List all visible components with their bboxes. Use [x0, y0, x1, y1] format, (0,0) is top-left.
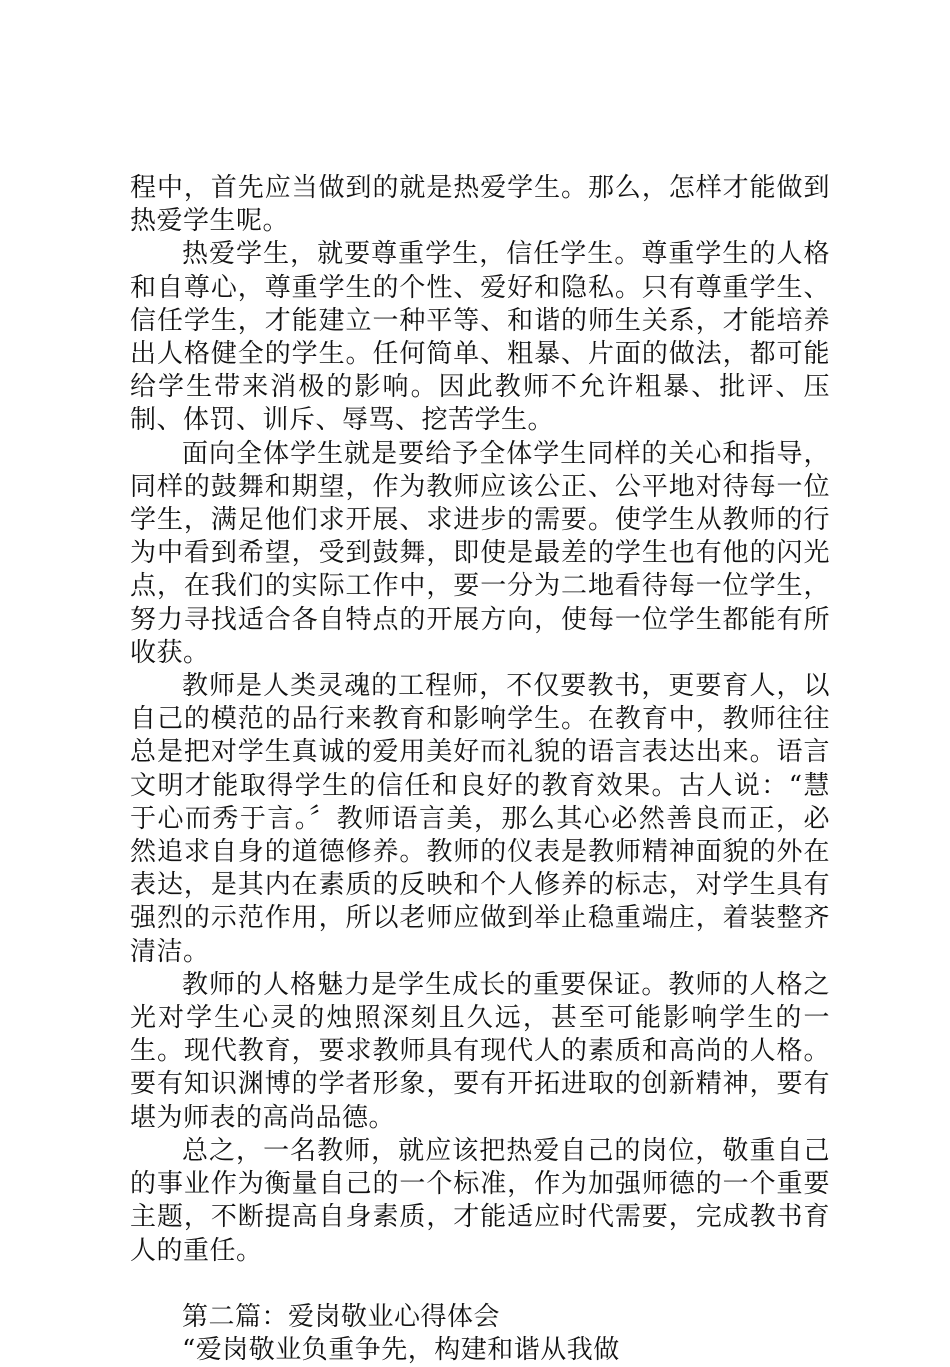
paragraph-teacher-language: 教师是人类灵魂的工程师，不仅要教书，更要育人，以自己的模范的品行来教育和影响学生。在教育中，教师往往总是把对学生真诚的爱用美好而礼貌的语言表达出来。语言文明才能取得学生的信任和良好的教育效果。古人说：“慧于心而秀于言。〞教师语言美，那么其心必然善良而正，必然追求自身的道德修养。教师的仪表是教师精神面貌的外在表达，是其内在素质的反映和个人修养的标志，对学生具有强烈的示范作用，所以老师应做到举止稳重端庄，着装整齐清洁。 [130, 671, 830, 967]
paragraph-conclusion: 总之，一名教师，就应该把热爱自己的岗位，敬重自己的事业作为衡量自己的一个标准，作为加强师德的一个重要主题，不断提高自身素质，才能适应时代需要，完成教书育人的重任。 [130, 1135, 830, 1266]
section-first-line: “爱岗敬业负重争先，构建和谐从我做 [182, 1334, 620, 1365]
document-body [130, 172, 830, 1367]
paragraph-respect-students: 热爱学生，就要尊重学生，信任学生。尊重学生的人格和自尊心，尊重学生的个性、爱好和隐私。只有尊重学生、信任学生，才能建立一种平等、和谐的师生关系，才能培养出人格健全的学生。任何简单、粗暴、片面的做法，都可能给学生带来消极的影响。因此教师不允许粗暴、批评、压制、体罚、训斥、辱骂、挖苦学生。 [130, 239, 830, 436]
paragraph-continuation: 程中，首先应当做到的就是热爱学生。那么，怎样才能做到热爱学生呢。 [130, 173, 830, 237]
paragraph-all-students: 面向全体学生就是要给予全体学生同样的关心和指导，同样的鼓舞和期望，作为教师应该公正、公平地对待每一位学生，满足他们求开展、求进步的需要。使学生从教师的行为中看到希望，受到鼓舞，即使是最差的学生也有他的闪光点，在我们的实际工作中，要一分为二地看待每一位学生，努力寻找适合各自特点的开展方向，使每一位学生都能有所收获。 [130, 438, 830, 668]
paragraph-personality-charm: 教师的人格魅力是学生成长的重要保证。教师的人格之光对学生心灵的烛照深刻且久远，甚至可能影响学生的一生。现代教育，要求教师具有现代人的素质和高尚的人格。要有知识渊博的学者形象，要有开拓进取的创新精神，要有堪为师表的高尚品德。 [130, 969, 830, 1133]
section-title: 第二篇：爱岗敬业心得体会 [182, 1301, 501, 1332]
section-gap [130, 1268, 830, 1301]
